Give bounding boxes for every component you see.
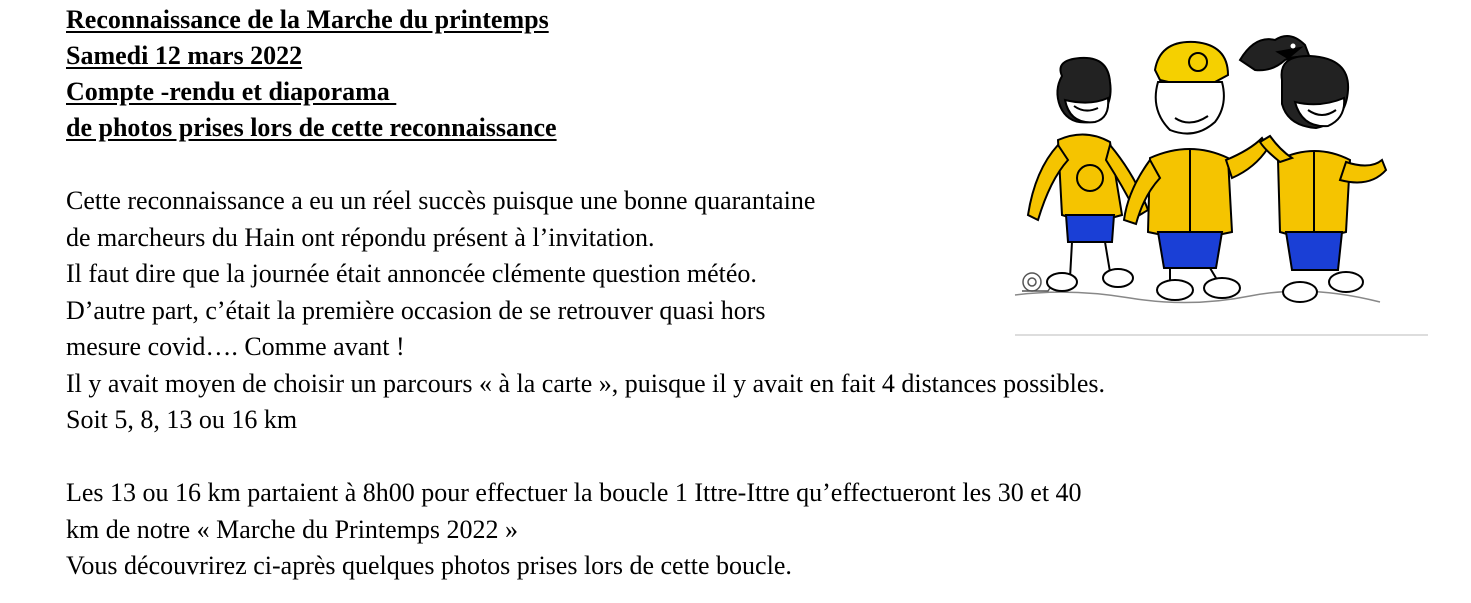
text-line: Vous découvrirez ci-après quelques photos prises lors de cette boucle. (66, 551, 792, 580)
ground-line (1015, 291, 1380, 302)
text-line: Il faut dire que la journée était annoncée clémente question météo. (66, 259, 757, 288)
boy-middle-icon (1124, 42, 1268, 300)
text-line: km de notre « Marche du Printemps 2022 » (66, 514, 519, 544)
text-line: D’autre part, c’était la première occasion de se retrouver quasi hors (66, 295, 766, 325)
text-line: Soit 5, 8, 13 ou 16 km (66, 405, 298, 434)
paragraph-gap (66, 439, 1446, 476)
text-line: Les 13 ou 16 km partaient à 8h00 pour effectuer la boucle 1 Ittre-Ittre qu’effectueront les 30 et 40 (66, 478, 1082, 507)
title-line: Samedi 12 mars 2022 (66, 41, 303, 70)
paragraph-route (66, 475, 1446, 585)
boy-right-icon (1260, 56, 1386, 302)
title-line: de photos prises lors de cette reconnaissance (66, 113, 557, 142)
title-line: Compte -rendu et diaporama (66, 77, 397, 106)
text-line: de marcheurs du Hain ont répondu présent à l’invitation. (66, 222, 655, 252)
document-title (66, 2, 557, 146)
walking-boys-illustration (1010, 10, 1430, 340)
title-line: Reconnaissance de la Marche du printemps (66, 5, 549, 34)
boy-left-icon (1028, 58, 1148, 291)
text-line: Cette reconnaissance a eu un réel succès puisque une bonne quarantaine (66, 186, 816, 215)
text-line: Il y avait moyen de choisir un parcours « à la carte », puisque il y avait en fait 4 distances possibles. (66, 368, 1105, 398)
text-line: mesure covid…. Comme avant ! (66, 332, 405, 361)
